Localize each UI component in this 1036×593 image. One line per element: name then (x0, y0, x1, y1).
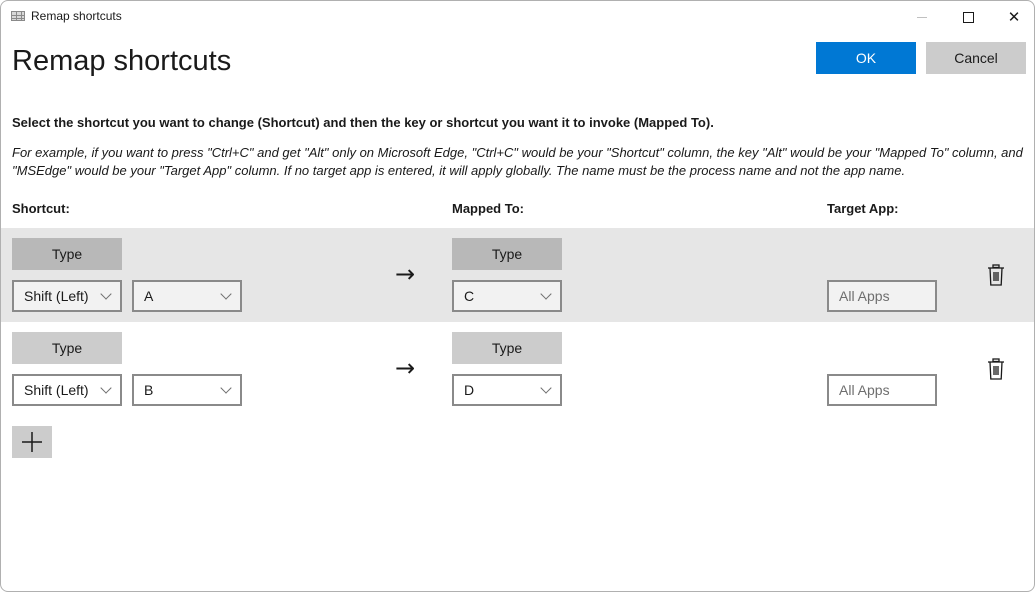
mapped-key-dropdown[interactable] (452, 280, 562, 312)
remap-row (1, 228, 1035, 322)
close-button[interactable] (991, 1, 1035, 33)
column-header-target-app: Target App: (827, 201, 899, 216)
example-text: For example, if you want to press "Ctrl+C" and get "Alt" only on Microsoft Edge, "Ctrl+C" would be your "Shortcut" column, the key "Alt" would be your "Mapped To" column, and "MSEdge" would be your "Target App" column. If no target app is entered, it will apply globally. The name must be the process name and not the app name. (12, 145, 1023, 178)
chevron-down-icon (100, 288, 111, 299)
target-app-input[interactable] (827, 280, 937, 312)
remap-row (1, 322, 1035, 416)
page-title: Remap shortcuts (12, 45, 232, 77)
mapped-key-dropdown[interactable] (452, 374, 562, 406)
shortcut-key-dropdown[interactable] (132, 374, 242, 406)
maximize-button[interactable] (945, 1, 991, 33)
arrow-right-icon: → (395, 260, 416, 288)
trash-icon (988, 359, 1004, 379)
delete-row-button[interactable] (987, 264, 1005, 286)
ok-button[interactable]: OK (816, 42, 916, 74)
chevron-down-icon (220, 382, 231, 393)
mapped-type-button[interactable]: Type (452, 238, 562, 270)
arrow-right-icon: → (395, 354, 416, 382)
window-title: Remap shortcuts (31, 9, 122, 23)
column-header-mapped-to: Mapped To: (452, 201, 524, 216)
mapped-type-button[interactable]: Type (452, 332, 562, 364)
chevron-down-icon (100, 382, 111, 393)
chevron-down-icon (540, 288, 551, 299)
column-header-shortcut: Shortcut: (12, 201, 70, 216)
target-app-input[interactable] (827, 374, 937, 406)
plus-icon (21, 431, 43, 453)
shortcut-modifier-dropdown[interactable] (12, 280, 122, 312)
dropdown-value: D (464, 382, 475, 398)
dropdown-value: C (464, 288, 475, 304)
dropdown-value: Shift (Left) (24, 382, 89, 398)
add-shortcut-button[interactable] (12, 426, 52, 458)
shortcut-modifier-dropdown[interactable] (12, 374, 122, 406)
minimize-button[interactable] (899, 1, 945, 33)
dropdown-value: A (144, 288, 154, 304)
minimize-icon (917, 17, 927, 18)
shortcut-key-dropdown[interactable] (132, 280, 242, 312)
keyboard-icon (11, 11, 25, 21)
instruction-text: Select the shortcut you want to change (Shortcut) and then the key or shortcut you want it to invoke (Mapped To). (12, 115, 714, 130)
shortcut-type-button[interactable]: Type (12, 238, 122, 270)
dropdown-value: Shift (Left) (24, 288, 89, 304)
shortcut-type-button[interactable]: Type (12, 332, 122, 364)
dropdown-value: B (144, 382, 154, 398)
cancel-button[interactable]: Cancel (926, 42, 1026, 74)
title-bar (1, 1, 1034, 33)
chevron-down-icon (220, 288, 231, 299)
delete-row-button[interactable] (987, 358, 1005, 380)
chevron-down-icon (540, 382, 551, 393)
close-icon: ✕ (1007, 8, 1021, 26)
trash-icon (988, 265, 1004, 285)
maximize-icon (963, 12, 974, 23)
